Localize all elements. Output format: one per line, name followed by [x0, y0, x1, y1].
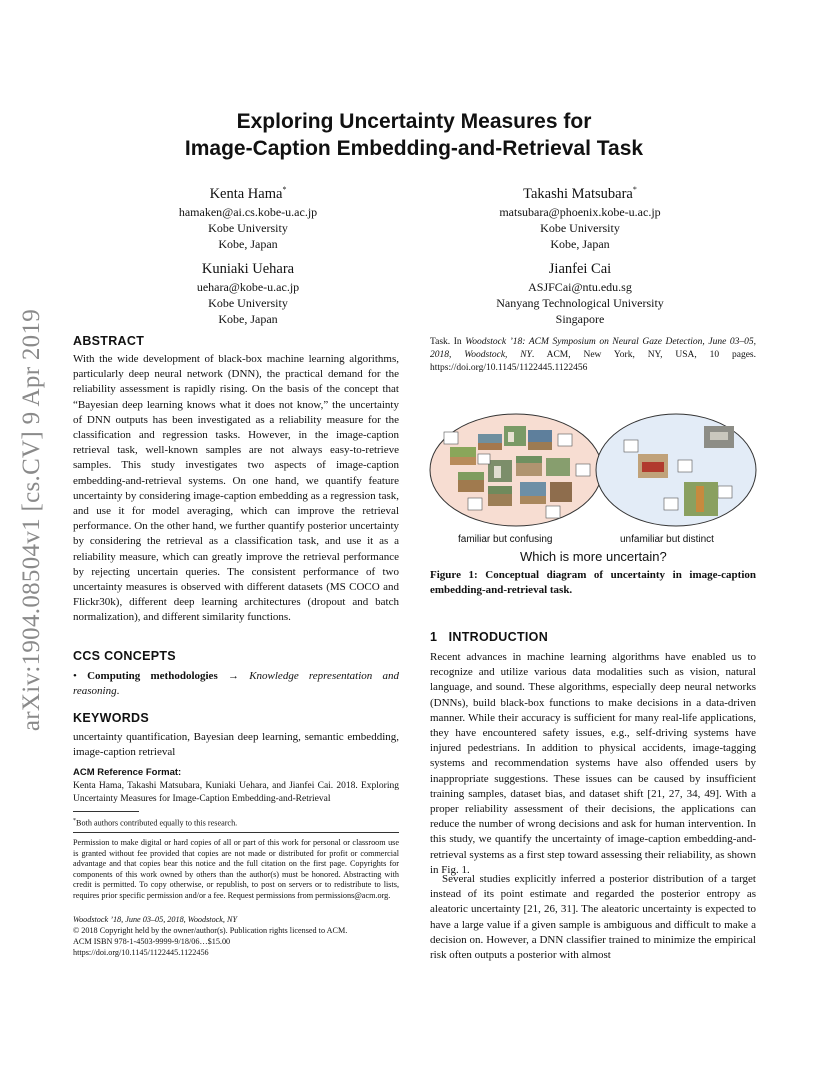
author-name: Takashi Matsubara* [523, 185, 637, 202]
label-unfamiliar: unfamiliar but distinct [620, 534, 714, 545]
doi-note: https://doi.org/10.1145/1122445.1122456 [73, 948, 209, 957]
author-location: Singapore [555, 312, 605, 326]
figure-question: Which is more uncertain? [520, 549, 667, 564]
isbn-note: ACM ISBN 978-1-4503-9999-9/18/06…$15.00 [73, 937, 231, 946]
keywords-heading: KEYWORDS [73, 711, 150, 725]
permission-notice: Permission to make digital or hard copies of all or part of this work for personal or classroom use is granted without fee provided that copies are not made or distributed for profit or commercial advantage and that copies bear this notice and the full citation on the first page. Copyrights for components of this work owned by others than the author(s) must be honored. Abstracting with credit is permitted. To copy otherwise, or republish, to post on servers or to redistribute to lists, requires prior specific permission and/or a fee. Request permissions from permissions@acm.org. [73, 838, 399, 900]
author-email: matsubara@phoenix.kobe-u.ac.jp [499, 204, 661, 219]
arxiv-id-text: arXiv:1904.08504v1 [cs.CV] 9 Apr 2019 [18, 308, 45, 732]
intro-paragraph-2: Several studies explicitly inferred a posterior distribution of a target instead of its point estimate and regarded the posterior entropy as aleatoric uncertainty [21, 26, 31]. The aleatoric uncertainty is expected to have a large value if a given sample is ambiguous and difficult to make a decision on. However, a DNN classifier trained to minimize the empirical risk often outputs a posterior with almost [430, 873, 756, 962]
label-familiar: familiar but confusing [458, 534, 553, 545]
author-affiliation: Nanyang Technological University [496, 296, 664, 310]
figure-1 [428, 412, 758, 567]
ccs-heading: CCS CONCEPTS [73, 649, 176, 663]
author-block-4 [455, 259, 705, 327]
author-location: Kobe, Japan [550, 236, 610, 251]
arxiv-sidebar-id [14, 290, 50, 750]
author-name: Kenta Hama* [209, 185, 287, 202]
author-location: Kobe, Japan [218, 236, 278, 251]
acm-ref-continuation: Task. In Woodstock ’18: ACM Symposium on Neural Gaze Detection, June 03–05, 2018, Woodstock, NY. ACM, New York, NY, USA, 10 pages. https://doi.org/10.1145/1122445.1122456 [430, 337, 756, 373]
author-name: Jianfei Cai [548, 261, 612, 277]
paper-title-line2: Image-Caption Embedding-and-Retrieval Task [184, 137, 644, 160]
author-location: Kobe, Japan [218, 312, 278, 326]
author-block-3 [123, 259, 373, 327]
acm-ref-heading: ACM Reference Format: [73, 767, 182, 778]
author-email: ASJFCai@ntu.edu.sg [528, 280, 632, 294]
abstract-heading: ABSTRACT [73, 334, 145, 348]
author-affiliation: Kobe University [208, 220, 288, 235]
paper-title-line1: Exploring Uncertainty Measures for [236, 110, 592, 133]
intro-paragraph-1: Recent advances in machine learning algorithms have enabled us to recognize and utilize various data modalities such as vision, natural language, and sound. These algorithms, especially deep neural networks (DNNs), build black-box functions to make decisions in a data-driven manner. While their accuracy is sufficient for many real-life applications, they have encountered safety issues, e.g., self-driving systems have injured pedestrians. In addition to physical accidents, image-tagging systems and recommendation systems have also offended users by inappropriate suggestions. These issues can be caused by insufficient training samples, dataset bias, and dataset shift [21, 27, 34, 49]. With a proper reliability assessment of their decisions, the applications can reduce the number of wrong decisions and ask for human intervention. In this study, we quantify the uncertainty of image-caption embedding-and-retrieval systems as a first step toward assessing their reliability, as shown in Fig. 1. [430, 651, 756, 876]
keywords-text: uncertainty quantification, Bayesian deep learning, semantic embedding, image-caption retrieval [73, 731, 399, 759]
abstract-text: With the wide development of black-box machine learning algorithms, particularly deep neural network (DNN), the practical demand for the reliability assessment is rapidly rising. On the basis of the concept that “Bayesian deep learning knows what it does not know,” the uncertainty of DNN outputs has been investigated as a reliability measure for the classification and regression tasks. However, in the image-caption retrieval task, well-known samples are not always easy-to-retrieve samples. This study investigates two aspects of image-caption embedding-and-retrieval systems. On one hand, we quantify feature uncertainty by considering image-caption embedding as a regression task, and use it for model averaging, which can improve the retrieval performance. On the other hand, we further quantify posterior uncertainty by considering the retrieval as a classification task, and use it as a reliability measure, which can greatly improve the retrieval performance by rejecting uncertain queries. The consistent performance of two uncertainty measures is observed with different datasets (MS COCO and Flickr30k), different deep learning architectures (dropout and batch normalization), and different similarity functions. [73, 353, 399, 624]
copyright-note: © 2018 Copyright held by the owner/author(s). Publication rights licensed to ACM. [73, 926, 348, 935]
author-email: uehara@kobe-u.ac.jp [196, 280, 300, 294]
ccs-item: • Computing methodologies → Knowledge representation and reasoning. [73, 670, 400, 698]
author-block-1 [123, 180, 373, 252]
author-email: hamaken@ai.cs.kobe-u.ac.jp [178, 204, 318, 219]
figure-1-caption: Figure 1: Conceptual diagram of uncertainty in image-caption embedding-and-retrieval task. [430, 569, 756, 596]
venue-note: Woodstock ’18, June 03–05, 2018, Woodstock, NY [73, 915, 238, 924]
author-block-2 [455, 180, 705, 252]
intro-heading: 1 INTRODUCTION [430, 630, 549, 644]
author-affiliation: Kobe University [208, 296, 288, 310]
author-affiliation: Kobe University [540, 220, 620, 235]
footnote: *Both authors contributed equally to this research. [73, 818, 238, 828]
acm-ref-text: Kenta Hama, Takashi Matsubara, Kuniaki Uehara, and Jianfei Cai. 2018. Exploring Uncertainty Measures for Image-Caption Embedding-and-Retrieval [73, 781, 399, 804]
figure-1-diagram [428, 412, 758, 532]
author-name: Kuniaki Uehara [201, 261, 295, 277]
